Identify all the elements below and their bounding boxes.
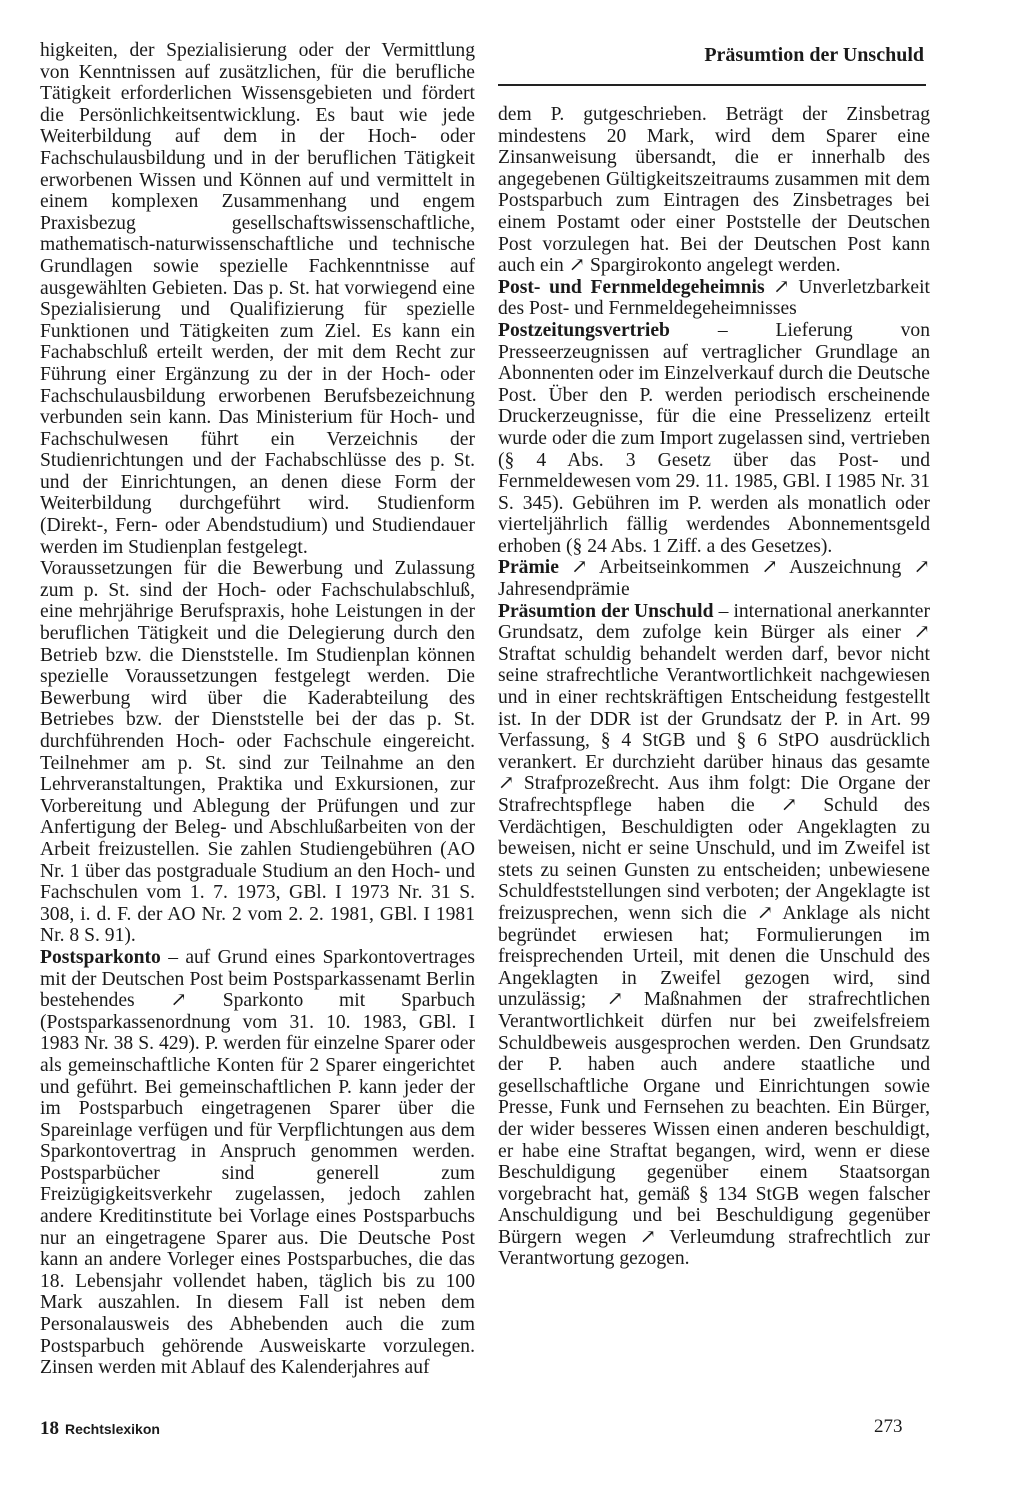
- entry-post-fernmeldegeheimnis: [498, 277, 930, 320]
- entry-text: – international anerkannter Grundsatz, dem zufolge kein Bürger als einer ↗ Straftat schuldig behandelt werden darf, bevor nicht seine strafrechtliche Verantwortlichkeit nachgewiesen und in einer rechtskräftigen Entscheidung festgestellt ist. In der DDR ist der Grundsatz der P. in Art. 99 Verfassung, § 4 StGB und § 6 StPO ausdrücklich verankert. Er durchzieht darüber hinaus das gesamte ↗ Strafprozeßrecht. Aus ihm folgt: Die Organe der Strafrechtspflege haben die ↗ Schuld des Verdächtigen, Beschuldigten oder Angeklagten zu beweisen, nicht er seine Unschuld, und im Zweifel ist stets zu seinen Gunsten zu entscheiden; unbewiesene Schuldfeststellungen sind verboten; der Angeklagte ist freizusprechen, wenn sich die ↗ Anklage als nicht begründet erwiesen hat; Formulierungen im freisprechenden Urteil, mit denen die Unschuld des Angeklagten in Zweifel gezogen wird, sind unzulässig; ↗ Maßnahmen der strafrechtlichen Verantwortlichkeit dürfen nur bei zweifelsfreiem Schuldbeweis ausgesprochen werden. Den Grundsatz der P. haben auch andere staatliche und gesellschaftliche Organe und Einrichtungen sowie Presse, Funk und Fernsehen zu beachten. Ein Bürger, der wider besseres Wissen einen anderen beschuldigt, er habe eine Straftat begangen, wird, wenn er diese Beschuldigung gegenüber einem Staatsorgan vorgebracht hat, gemäß § 134 StGB wegen falscher Anschuldigung und bei Beschuldigung gegenüber Bürgern wegen ↗ Verleumdung strafrechtlich zur Verantwortung gezogen.: [498, 600, 930, 1270]
- continued-paragraph: higkeiten, der Spezialisierung oder der Vermittlung von Kenntnissen auf zusätzlichen, für die berufliche Tätigkeit erforderlichen Wissensgebieten und fördert die Persönlichkeitsentwicklung. Es baut wie jede Weiterbildung auf dem in der Hoch- oder Fachschulausbildung und in der beruflichen Tätigkeit erworbenen Wissen und Können auf und vermittelt in einem komplexen Zusammenhang und engem Praxisbezug gesellschaftswissenschaftliche, mathematisch-naturwissenschaftliche und technische Grundlagen sowie spezielle Fachkenntnisse auf ausgewählten Gebieten. Das p. St. hat vorwiegend eine Spezialisierung und Qualifizierung für spezielle Funktionen und Tätigkeiten zum Ziel. Es kann ein Fachabschluß erteilt werden, der mit dem Recht zur Führung einer Ergänzung zu der in der Hoch- oder Fachschulausbildung erworbenen Berufsbezeichnung verbunden sein kann. Das Ministerium für Hoch- und Fachschulwesen führt ein Verzeichnis der Studienrichtungen und der Fachabschlüsse des p. St. und der Einrichtungen, an denen diese Form der Weiterbildung durchgeführt wird. Studienform (Direkt-, Fern- oder Abendstudium) und Studiendauer werden im Studienplan festgelegt.: [40, 40, 475, 558]
- left-column: [40, 40, 475, 1379]
- right-column: [498, 104, 930, 1270]
- headword: Prämie: [498, 557, 559, 579]
- entry-text: – auf Grund eines Sparkontovertrages mit der Deutschen Post beim Postsparkassenamt Berlin bestehendes ↗ Sparkonto mit Sparbuch (Postsparkassenordnung vom 31. 10. 1983, GBl. I 1983 Nr. 38 S. 429). P. werden für einzelne Sparer oder als gemeinschaftliche Konten für 2 Sparer eingerichtet und geführt. Bei gemeinschaftlichen P. kann jeder der im Postsparbuch eingetragenen Sparer über die Spareinlage verfügen und für Verpflichtungen aus dem Sparkontovertrag in Anspruch genommen werden. Postsparbücher sind generell zum Freizügigkeitsverkehr zugelassen, jedoch zahlen andere Kreditinstitute bei Vorlage eines Postsparbuchs nur an eingetragene Sparer aus. Die Deutsche Post kann an andere Vorleger eines Postsparbuches, die das 18. Lebensjahr vollendet haben, täglich bis zu 100 Mark auszahlen. In diesem Fall ist neben dem Personalausweis des Abhebenden auch die zum Postsparbuch gehörende Ausweiskarte vorzulegen. Zinsen werden mit Ablauf des Kalenderjahres auf: [40, 946, 475, 1379]
- publication-name: Rechtslexikon: [65, 1421, 160, 1437]
- entry-postsparkonto: [40, 947, 475, 1379]
- entry-text: ↗ Arbeitseinkommen ↗ Auszeichnung ↗ Jahresendprämie: [498, 557, 930, 601]
- entry-text: ↗ Unverletzbarkeit des Post- und Fernmeldegeheimnisses: [498, 276, 930, 320]
- footer-signature: [40, 1418, 160, 1440]
- entry-text: – Lieferung von Presseerzeugnissen auf vertraglicher Grundlage an Abonnenten oder im Einzelverkauf durch die Deutsche Post. Über den P. werden periodisch erscheinende Druckerzeugnisse, für die eine Presselizenz erteilt wurde oder die zum Import zugelassen sind, vertrieben (§ 4 Abs. 3 Gesetz über das Post- und Fernmeldewesen vom 29. 11. 1985, GBl. I 1985 Nr. 31 S. 345). Gebühren im P. werden als monatlich oder vierteljährlich fällig werdendes Abonnementsgeld erhoben (§ 24 Abs. 1 Ziff. a des Gesetzes).: [498, 319, 930, 557]
- entry-praemie: [498, 557, 930, 600]
- signature-number: 18: [40, 1418, 59, 1439]
- headword: Post- und Fernmeldegeheimnis: [498, 276, 765, 298]
- headword: Postsparkonto: [40, 946, 161, 968]
- header-rule: [498, 84, 926, 86]
- continued-paragraph: dem P. gutgeschrieben. Beträgt der Zinsbetrag mindestens 20 Mark, wird dem Sparer eine Zinsanweisung übersandt, die er innerhalb des angegebenen Gültigkeitszeitraums zusammen mit dem Postsparbuch zum Eintragen des Zinsbetrages bei einem Postamt oder einer Poststelle der Deutschen Post vorzulegen hat. Bei der Deutschen Post kann auch ein ↗ Spargirokonto angelegt werden.: [498, 104, 930, 277]
- continued-paragraph-2: Voraussetzungen für die Bewerbung und Zulassung zum p. St. sind der Hoch- oder Fachschulabschluß, eine mehrjährige Berufspraxis, hohe Leistungen in der beruflichen Tätigkeit und die Delegierung durch den Betrieb bzw. die Dienststelle. Im Studienplan können spezielle Voraussetzungen festgelegt werden. Die Bewerbung wird über die Kaderabteilung des Betriebes bzw. der Dienststelle bei der das p. St. durchführenden Hoch- oder Fachschule eingereicht. Teilnehmer am p. St. sind zur Teilnahme an den Lehrveranstaltungen, Praktika und Exkursionen, zur Vorbereitung und Ablegung der Prüfungen und zur Anfertigung der Beleg- und Abschlußarbeiten von der Arbeit freizustellen. Sie zahlen Studiengebühren (AO Nr. 1 über das postgraduale Studium an den Hoch- und Fachschulen vom 1. 7. 1973, GBl. I 1973 Nr. 31 S. 308, i. d. F. der AO Nr. 2 vom 2. 2. 1981, GBl. I 1981 Nr. 8 S. 91).: [40, 558, 475, 947]
- headword: Präsumtion der Unschuld: [498, 600, 714, 622]
- entry-postzeitungsvertrieb: [498, 320, 930, 558]
- entry-praesumtion-der-unschuld: [498, 601, 930, 1270]
- headword: Postzeitungsvertrieb: [498, 319, 670, 341]
- page-number: 273: [874, 1416, 903, 1437]
- running-header: Präsumtion der Unschuld: [704, 44, 924, 66]
